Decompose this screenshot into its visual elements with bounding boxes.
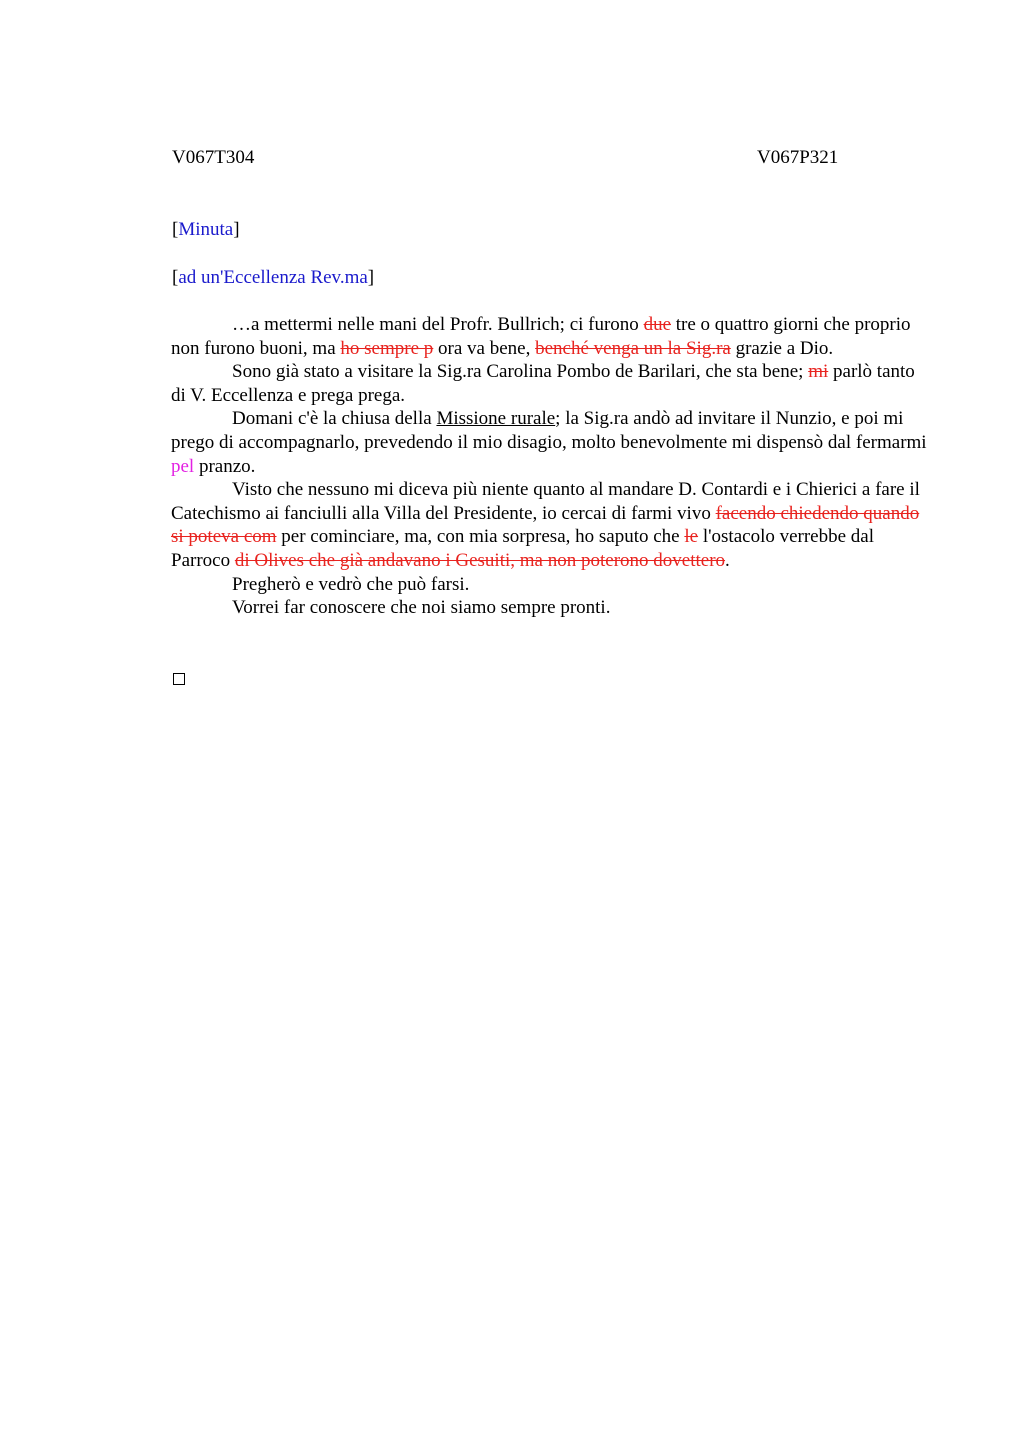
paragraph-1 [171, 313, 931, 360]
deleted-text: le [684, 526, 699, 548]
text-run: parlò tanto di V. Eccellenza e prega prega. [171, 361, 915, 406]
deleted-text: due [643, 314, 671, 335]
document-code-right: V067P321 [757, 147, 839, 168]
paragraph-6: Vorrei far conoscere che noi siamo sempre pronti. [232, 597, 611, 619]
text-run: tre o quattro giorni che proprio non furono buoni, ma [171, 314, 911, 359]
deleted-text: mi [808, 361, 829, 383]
minuta-label: Minuta [178, 219, 234, 240]
added-text: pel [171, 455, 195, 477]
paragraph-3 [171, 407, 931, 478]
text-run: . [725, 549, 730, 571]
paragraph-5: Pregherò e vedrò che può farsi. [232, 573, 470, 595]
paragraph-2 [171, 360, 931, 407]
letter-body [171, 313, 931, 620]
text-run: grazie a Dio. [730, 337, 834, 359]
recipient-label: ad un'Eccellenza Rev.ma [178, 267, 368, 288]
deleted-text: di Olives che già andavano i Gesuiti, ma non poterono dovettero [234, 549, 726, 571]
text-run: …a mettermi nelle mani del Profr. Bullrich; ci furono [232, 314, 644, 335]
paragraph-4 [171, 478, 931, 572]
text-run: Visto che nessuno mi diceva più niente quanto al mandare D. Contardi e i Chierici a fare il Catechismo ai fanciulli alla Villa del Presidente, io cercai di farmi vivo [171, 479, 920, 524]
text-run: per cominciare, ma, con mia sorpresa, ho saputo che [276, 526, 685, 548]
deleted-text: ho sempre p [340, 337, 434, 359]
underlined-text: Missione rurale [436, 408, 556, 430]
minuta-note: [Minuta] [172, 219, 240, 240]
text-run: ora va bene, [433, 337, 536, 359]
deleted-text: benché venga un la Sig.ra [535, 337, 731, 359]
deleted-text: facendo chiedendo quando si poteva com [171, 502, 920, 548]
text-run: Domani c'è la chiusa della [232, 408, 437, 430]
text-run: Sono già stato a visitare la Sig.ra Carolina Pombo de Barilari, che sta bene; [232, 361, 809, 383]
recipient-note: [ad un'Eccellenza Rev.ma] [172, 267, 375, 288]
end-of-text-box-icon [173, 673, 185, 685]
document-code-left: V067T304 [172, 147, 255, 168]
text-run: pranzo. [194, 455, 256, 477]
text-run: l'ostacolo verrebbe dal Parroco [171, 526, 875, 571]
text-run: ; la Sig.ra andò ad invitare il Nunzio, e poi mi prego di accompagnarlo, prevedendo il mio disagio, molto benevolmente mi dispensò dal fermarmi [171, 408, 927, 453]
